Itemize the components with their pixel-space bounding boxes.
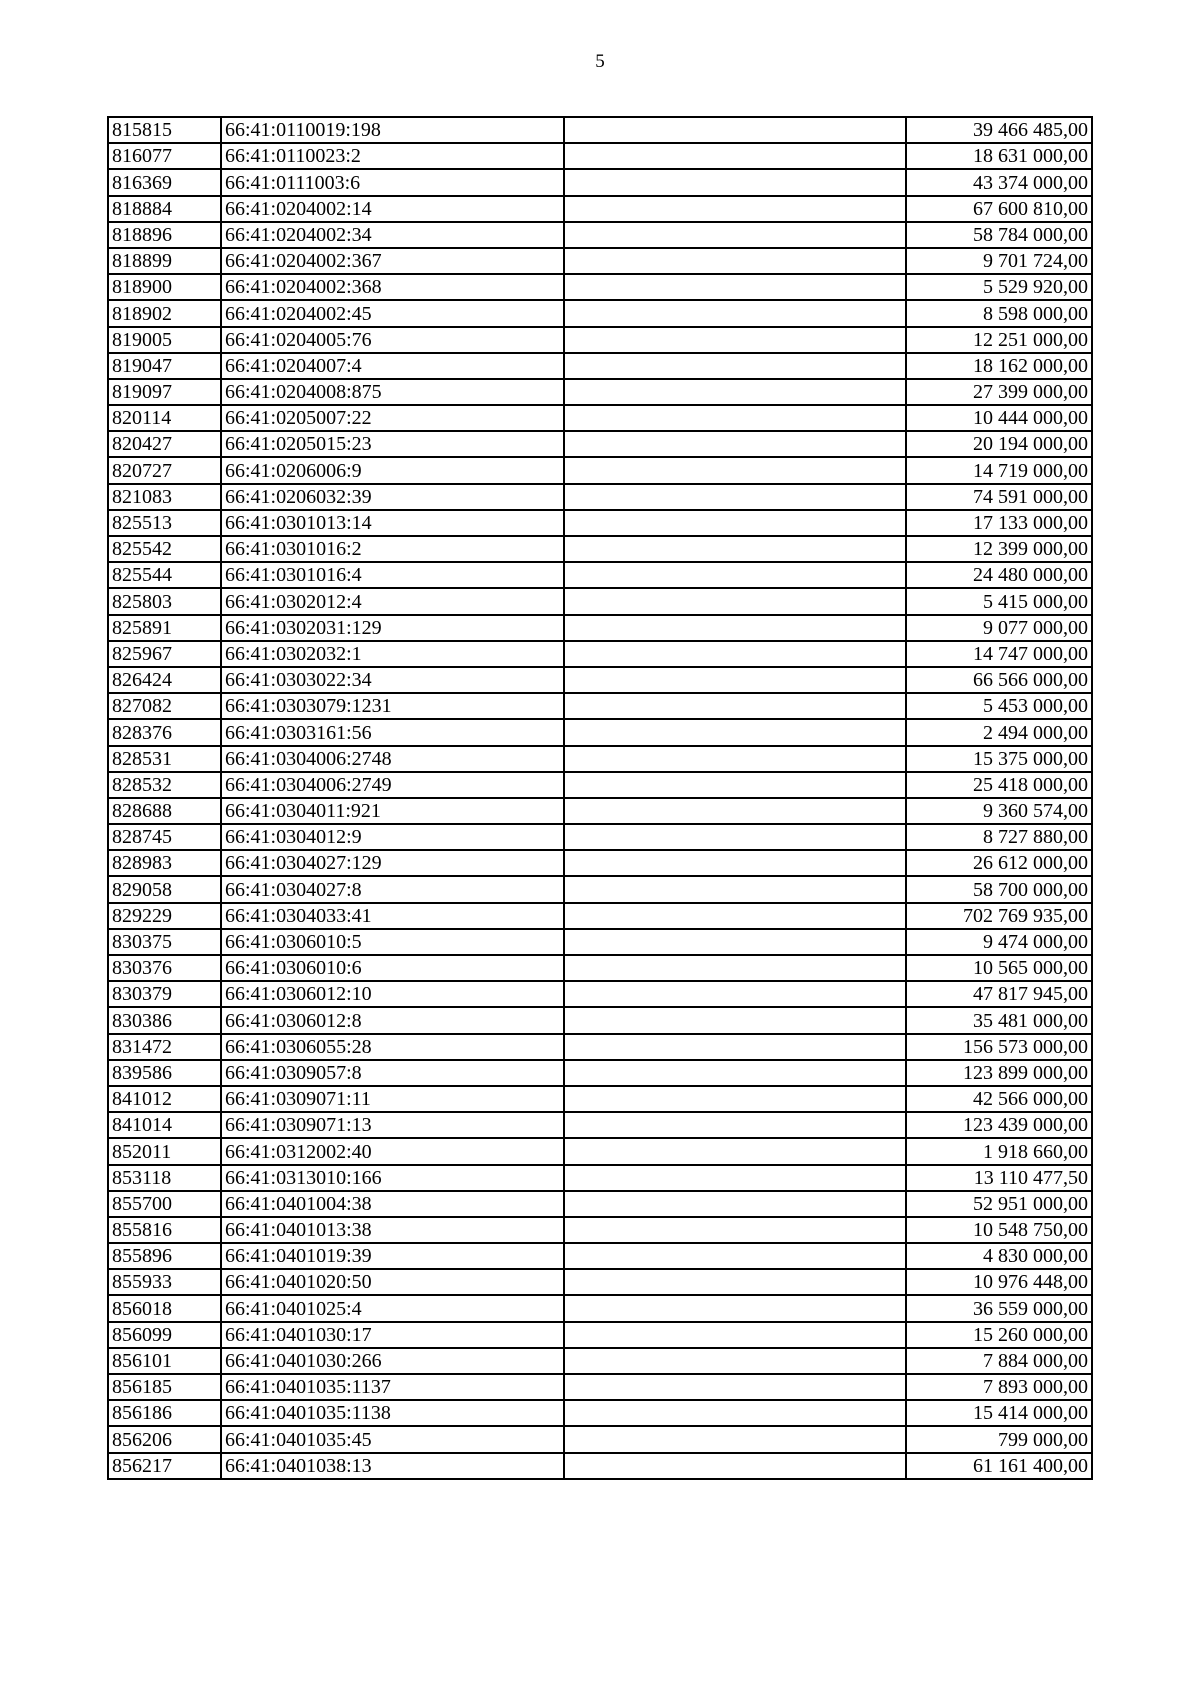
empty-cell [564, 746, 906, 772]
cadastral-value-cell: 36 559 000,00 [906, 1295, 1092, 1321]
cadastral-number-cell: 66:41:0204005:76 [221, 327, 564, 353]
cadastral-value-cell: 14 719 000,00 [906, 457, 1092, 483]
table-row [108, 667, 1092, 693]
cadastral-value-cell: 74 591 000,00 [906, 484, 1092, 510]
table-row [108, 169, 1092, 195]
empty-cell [564, 510, 906, 536]
table-row [108, 300, 1092, 326]
cadastral-number-cell: 66:41:0111003:6 [221, 169, 564, 195]
cadastral-number-cell: 66:41:0110023:2 [221, 143, 564, 169]
cadastral-value-cell: 1 918 660,00 [906, 1138, 1092, 1164]
cadastral-value-cell: 5 453 000,00 [906, 693, 1092, 719]
table-row [108, 274, 1092, 300]
empty-cell [564, 1295, 906, 1321]
object-id-cell: 828531 [108, 746, 221, 772]
table-row [108, 693, 1092, 719]
cadastral-number-cell: 66:41:0309071:11 [221, 1086, 564, 1112]
table-row [108, 1165, 1092, 1191]
cadastral-number-cell: 66:41:0302031:129 [221, 615, 564, 641]
empty-cell [564, 667, 906, 693]
table-row [108, 1348, 1092, 1374]
table-row [108, 117, 1092, 143]
empty-cell [564, 1453, 906, 1479]
table-row [108, 588, 1092, 614]
empty-cell [564, 929, 906, 955]
empty-cell [564, 876, 906, 902]
object-id-cell: 855816 [108, 1217, 221, 1243]
object-id-cell: 825891 [108, 615, 221, 641]
cadastral-value-cell: 9 077 000,00 [906, 615, 1092, 641]
empty-cell [564, 562, 906, 588]
empty-cell [564, 300, 906, 326]
empty-cell [564, 1034, 906, 1060]
object-id-cell: 818900 [108, 274, 221, 300]
table-row [108, 222, 1092, 248]
cadastral-number-cell: 66:41:0306012:10 [221, 981, 564, 1007]
table-body [108, 117, 1092, 1479]
cadastral-number-cell: 66:41:0204007:4 [221, 353, 564, 379]
empty-cell [564, 1426, 906, 1452]
cadastral-value-cell: 17 133 000,00 [906, 510, 1092, 536]
object-id-cell: 820114 [108, 405, 221, 431]
empty-cell [564, 248, 906, 274]
empty-cell [564, 850, 906, 876]
cadastral-value-cell: 8 727 880,00 [906, 824, 1092, 850]
empty-cell [564, 1060, 906, 1086]
table-row [108, 719, 1092, 745]
cadastral-value-cell: 25 418 000,00 [906, 772, 1092, 798]
cadastral-number-cell: 66:41:0303022:34 [221, 667, 564, 693]
cadastral-value-cell: 67 600 810,00 [906, 196, 1092, 222]
empty-cell [564, 824, 906, 850]
table-row [108, 981, 1092, 1007]
cadastral-number-cell: 66:41:0303161:56 [221, 719, 564, 745]
cadastral-number-cell: 66:41:0312002:40 [221, 1138, 564, 1164]
table-row [108, 1007, 1092, 1033]
cadastral-value-cell: 39 466 485,00 [906, 117, 1092, 143]
table-row [108, 929, 1092, 955]
object-id-cell: 828983 [108, 850, 221, 876]
cadastral-value-cell: 58 700 000,00 [906, 876, 1092, 902]
table-row [108, 562, 1092, 588]
cadastral-value-table [107, 116, 1093, 1480]
cadastral-value-cell: 12 251 000,00 [906, 327, 1092, 353]
cadastral-value-cell: 799 000,00 [906, 1426, 1092, 1452]
cadastral-value-cell: 26 612 000,00 [906, 850, 1092, 876]
cadastral-value-cell: 20 194 000,00 [906, 431, 1092, 457]
table-row [108, 1086, 1092, 1112]
object-id-cell: 829058 [108, 876, 221, 902]
empty-cell [564, 274, 906, 300]
object-id-cell: 856099 [108, 1322, 221, 1348]
table-row [108, 1400, 1092, 1426]
cadastral-number-cell: 66:41:0204002:34 [221, 222, 564, 248]
object-id-cell: 819047 [108, 353, 221, 379]
cadastral-number-cell: 66:41:0301016:2 [221, 536, 564, 562]
object-id-cell: 856101 [108, 1348, 221, 1374]
table-row [108, 1453, 1092, 1479]
cadastral-value-cell: 61 161 400,00 [906, 1453, 1092, 1479]
cadastral-number-cell: 66:41:0204002:368 [221, 274, 564, 300]
object-id-cell: 853118 [108, 1165, 221, 1191]
object-id-cell: 816369 [108, 169, 221, 195]
table-row [108, 1034, 1092, 1060]
empty-cell [564, 981, 906, 1007]
table-row [108, 484, 1092, 510]
object-id-cell: 855700 [108, 1191, 221, 1217]
cadastral-number-cell: 66:41:0309057:8 [221, 1060, 564, 1086]
object-id-cell: 827082 [108, 693, 221, 719]
table-row [108, 327, 1092, 353]
empty-cell [564, 1217, 906, 1243]
cadastral-number-cell: 66:41:0306055:28 [221, 1034, 564, 1060]
cadastral-number-cell: 66:41:0401035:45 [221, 1426, 564, 1452]
cadastral-value-cell: 10 548 750,00 [906, 1217, 1092, 1243]
cadastral-number-cell: 66:41:0401038:13 [221, 1453, 564, 1479]
cadastral-value-cell: 52 951 000,00 [906, 1191, 1092, 1217]
empty-cell [564, 641, 906, 667]
page-number: 5 [595, 51, 605, 72]
object-id-cell: 825967 [108, 641, 221, 667]
empty-cell [564, 1112, 906, 1138]
cadastral-number-cell: 66:41:0306010:5 [221, 929, 564, 955]
table-row [108, 405, 1092, 431]
object-id-cell: 828745 [108, 824, 221, 850]
cadastral-number-cell: 66:41:0303079:1231 [221, 693, 564, 719]
table-row [108, 772, 1092, 798]
table-row [108, 876, 1092, 902]
cadastral-value-cell: 5 529 920,00 [906, 274, 1092, 300]
cadastral-number-cell: 66:41:0205015:23 [221, 431, 564, 457]
cadastral-number-cell: 66:41:0401030:17 [221, 1322, 564, 1348]
cadastral-value-cell: 13 110 477,50 [906, 1165, 1092, 1191]
table-row [108, 1191, 1092, 1217]
object-id-cell: 828688 [108, 798, 221, 824]
empty-cell [564, 196, 906, 222]
object-id-cell: 818902 [108, 300, 221, 326]
empty-cell [564, 1243, 906, 1269]
object-id-cell: 852011 [108, 1138, 221, 1164]
table-row [108, 824, 1092, 850]
object-id-cell: 830375 [108, 929, 221, 955]
empty-cell [564, 588, 906, 614]
cadastral-number-cell: 66:41:0401030:266 [221, 1348, 564, 1374]
empty-cell [564, 1086, 906, 1112]
cadastral-number-cell: 66:41:0301016:4 [221, 562, 564, 588]
cadastral-value-cell: 42 566 000,00 [906, 1086, 1092, 1112]
table-row [108, 1217, 1092, 1243]
cadastral-number-cell: 66:41:0304011:921 [221, 798, 564, 824]
table-row [108, 1426, 1092, 1452]
object-id-cell: 818884 [108, 196, 221, 222]
object-id-cell: 855933 [108, 1269, 221, 1295]
cadastral-number-cell: 66:41:0313010:166 [221, 1165, 564, 1191]
empty-cell [564, 1138, 906, 1164]
cadastral-value-cell: 7 893 000,00 [906, 1374, 1092, 1400]
table-row [108, 379, 1092, 405]
cadastral-number-cell: 66:41:0110019:198 [221, 117, 564, 143]
cadastral-number-cell: 66:41:0401013:38 [221, 1217, 564, 1243]
object-id-cell: 829229 [108, 903, 221, 929]
cadastral-number-cell: 66:41:0304027:129 [221, 850, 564, 876]
cadastral-value-cell: 8 598 000,00 [906, 300, 1092, 326]
object-id-cell: 830376 [108, 955, 221, 981]
empty-cell [564, 1348, 906, 1374]
cadastral-value-cell: 58 784 000,00 [906, 222, 1092, 248]
cadastral-value-cell: 702 769 935,00 [906, 903, 1092, 929]
table-row [108, 1243, 1092, 1269]
table-row [108, 353, 1092, 379]
cadastral-number-cell: 66:41:0309071:13 [221, 1112, 564, 1138]
cadastral-value-cell: 47 817 945,00 [906, 981, 1092, 1007]
cadastral-number-cell: 66:41:0306012:8 [221, 1007, 564, 1033]
cadastral-number-cell: 66:41:0302032:1 [221, 641, 564, 667]
empty-cell [564, 222, 906, 248]
object-id-cell: 831472 [108, 1034, 221, 1060]
table-row [108, 1112, 1092, 1138]
cadastral-value-cell: 10 444 000,00 [906, 405, 1092, 431]
cadastral-number-cell: 66:41:0205007:22 [221, 405, 564, 431]
object-id-cell: 830379 [108, 981, 221, 1007]
cadastral-value-cell: 43 374 000,00 [906, 169, 1092, 195]
table-row [108, 143, 1092, 169]
object-id-cell: 856186 [108, 1400, 221, 1426]
cadastral-number-cell: 66:41:0304006:2748 [221, 746, 564, 772]
empty-cell [564, 536, 906, 562]
empty-cell [564, 327, 906, 353]
empty-cell [564, 772, 906, 798]
cadastral-value-cell: 27 399 000,00 [906, 379, 1092, 405]
cadastral-number-cell: 66:41:0206006:9 [221, 457, 564, 483]
table-row [108, 536, 1092, 562]
table-row [108, 510, 1092, 536]
cadastral-number-cell: 66:41:0304027:8 [221, 876, 564, 902]
cadastral-value-cell: 10 565 000,00 [906, 955, 1092, 981]
object-id-cell: 841014 [108, 1112, 221, 1138]
empty-cell [564, 353, 906, 379]
cadastral-number-cell: 66:41:0304006:2749 [221, 772, 564, 798]
cadastral-value-cell: 5 415 000,00 [906, 588, 1092, 614]
empty-cell [564, 379, 906, 405]
object-id-cell: 826424 [108, 667, 221, 693]
object-id-cell: 828376 [108, 719, 221, 745]
empty-cell [564, 117, 906, 143]
cadastral-value-cell: 18 162 000,00 [906, 353, 1092, 379]
cadastral-number-cell: 66:41:0401004:38 [221, 1191, 564, 1217]
table-row [108, 1138, 1092, 1164]
table-row [108, 798, 1092, 824]
cadastral-number-cell: 66:41:0204008:875 [221, 379, 564, 405]
cadastral-value-cell: 156 573 000,00 [906, 1034, 1092, 1060]
object-id-cell: 816077 [108, 143, 221, 169]
empty-cell [564, 615, 906, 641]
cadastral-number-cell: 66:41:0301013:14 [221, 510, 564, 536]
empty-cell [564, 1374, 906, 1400]
cadastral-value-cell: 9 474 000,00 [906, 929, 1092, 955]
object-id-cell: 855896 [108, 1243, 221, 1269]
cadastral-number-cell: 66:41:0401020:50 [221, 1269, 564, 1295]
cadastral-value-cell: 123 899 000,00 [906, 1060, 1092, 1086]
cadastral-number-cell: 66:41:0401019:39 [221, 1243, 564, 1269]
object-id-cell: 819005 [108, 327, 221, 353]
table-row [108, 196, 1092, 222]
table-row [108, 1269, 1092, 1295]
object-id-cell: 821083 [108, 484, 221, 510]
object-id-cell: 856217 [108, 1453, 221, 1479]
cadastral-number-cell: 66:41:0306010:6 [221, 955, 564, 981]
table-row [108, 615, 1092, 641]
empty-cell [564, 1191, 906, 1217]
table-row [108, 1060, 1092, 1086]
cadastral-value-cell: 15 375 000,00 [906, 746, 1092, 772]
cadastral-number-cell: 66:41:0304012:9 [221, 824, 564, 850]
object-id-cell: 841012 [108, 1086, 221, 1112]
cadastral-value-cell: 18 631 000,00 [906, 143, 1092, 169]
empty-cell [564, 1165, 906, 1191]
empty-cell [564, 903, 906, 929]
cadastral-value-cell: 9 360 574,00 [906, 798, 1092, 824]
cadastral-value-cell: 24 480 000,00 [906, 562, 1092, 588]
cadastral-number-cell: 66:41:0401025:4 [221, 1295, 564, 1321]
empty-cell [564, 1269, 906, 1295]
object-id-cell: 819097 [108, 379, 221, 405]
cadastral-number-cell: 66:41:0206032:39 [221, 484, 564, 510]
empty-cell [564, 719, 906, 745]
object-id-cell: 815815 [108, 117, 221, 143]
table-row [108, 1322, 1092, 1348]
empty-cell [564, 143, 906, 169]
empty-cell [564, 457, 906, 483]
cadastral-number-cell: 66:41:0204002:14 [221, 196, 564, 222]
cadastral-value-cell: 4 830 000,00 [906, 1243, 1092, 1269]
empty-cell [564, 1322, 906, 1348]
cadastral-number-cell: 66:41:0401035:1137 [221, 1374, 564, 1400]
cadastral-number-cell: 66:41:0302012:4 [221, 588, 564, 614]
table-row [108, 457, 1092, 483]
cadastral-value-cell: 2 494 000,00 [906, 719, 1092, 745]
table-row [108, 955, 1092, 981]
cadastral-value-cell: 35 481 000,00 [906, 1007, 1092, 1033]
object-id-cell: 825803 [108, 588, 221, 614]
object-id-cell: 830386 [108, 1007, 221, 1033]
object-id-cell: 856206 [108, 1426, 221, 1452]
object-id-cell: 820727 [108, 457, 221, 483]
object-id-cell: 818896 [108, 222, 221, 248]
empty-cell [564, 1400, 906, 1426]
table-row [108, 1295, 1092, 1321]
cadastral-value-cell: 7 884 000,00 [906, 1348, 1092, 1374]
object-id-cell: 818899 [108, 248, 221, 274]
empty-cell [564, 431, 906, 457]
table-row [108, 746, 1092, 772]
cadastral-value-cell: 10 976 448,00 [906, 1269, 1092, 1295]
table-row [108, 903, 1092, 929]
cadastral-number-cell: 66:41:0401035:1138 [221, 1400, 564, 1426]
cadastral-value-cell: 123 439 000,00 [906, 1112, 1092, 1138]
cadastral-value-cell: 15 414 000,00 [906, 1400, 1092, 1426]
object-id-cell: 839586 [108, 1060, 221, 1086]
empty-cell [564, 169, 906, 195]
table-row [108, 431, 1092, 457]
table-row [108, 1374, 1092, 1400]
empty-cell [564, 798, 906, 824]
empty-cell [564, 955, 906, 981]
empty-cell [564, 693, 906, 719]
object-id-cell: 825513 [108, 510, 221, 536]
empty-cell [564, 1007, 906, 1033]
cadastral-value-cell: 66 566 000,00 [906, 667, 1092, 693]
cadastral-number-cell: 66:41:0204002:45 [221, 300, 564, 326]
object-id-cell: 825544 [108, 562, 221, 588]
cadastral-value-cell: 14 747 000,00 [906, 641, 1092, 667]
cadastral-number-cell: 66:41:0204002:367 [221, 248, 564, 274]
cadastral-number-cell: 66:41:0304033:41 [221, 903, 564, 929]
object-id-cell: 856018 [108, 1295, 221, 1321]
object-id-cell: 856185 [108, 1374, 221, 1400]
table-row [108, 850, 1092, 876]
object-id-cell: 825542 [108, 536, 221, 562]
cadastral-value-cell: 12 399 000,00 [906, 536, 1092, 562]
object-id-cell: 828532 [108, 772, 221, 798]
table-row [108, 248, 1092, 274]
empty-cell [564, 484, 906, 510]
cadastral-value-cell: 9 701 724,00 [906, 248, 1092, 274]
empty-cell [564, 405, 906, 431]
cadastral-value-cell: 15 260 000,00 [906, 1322, 1092, 1348]
object-id-cell: 820427 [108, 431, 221, 457]
table-row [108, 641, 1092, 667]
